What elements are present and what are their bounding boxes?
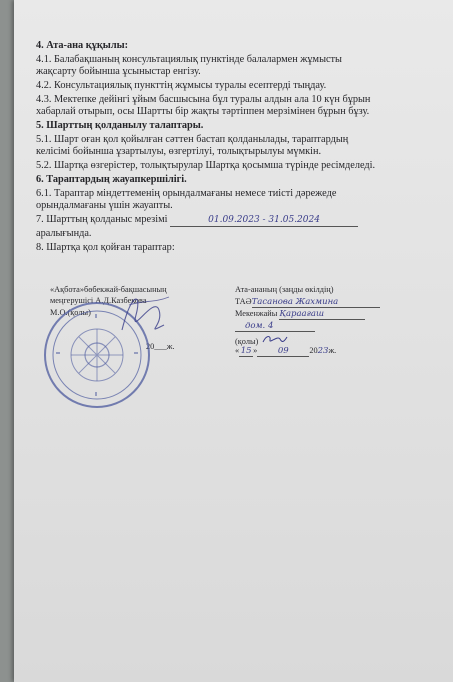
- document-page: [14, 0, 453, 682]
- manager-signature: [114, 285, 174, 340]
- section-4-3-line1: 4.3. Мектепке дейінгі ұйым басшысына бұл туралы алдын ала 10 күн бұрын: [36, 94, 371, 105]
- date-month-field: [257, 346, 309, 357]
- term-suffix: аралығында.: [36, 228, 92, 239]
- section-7-term: [36, 214, 358, 227]
- address-handwriting: Қараағаш: [279, 309, 325, 319]
- date-year-handwriting: 23: [317, 346, 329, 356]
- date-open-quote: «: [235, 346, 240, 355]
- seal-signature-label: М.О.(қолы): [50, 308, 91, 317]
- right-date-row: [235, 346, 336, 357]
- section-6-title: 6. Тараптардың жауапкершілігі.: [36, 174, 187, 185]
- address-handwriting-2: дом. 4: [245, 321, 274, 331]
- parent-signature-label: (қолы): [235, 337, 259, 346]
- date-month-handwriting: 09: [277, 346, 289, 356]
- section-4-3-line2: хабарлай отырып, осы Шартты бір жақты тәртіппен мерзімінен бұрын бұзу.: [36, 106, 370, 117]
- date-day-handwriting: 15: [240, 346, 252, 356]
- parent-name-row: [235, 297, 380, 308]
- parent-name-field: [252, 297, 380, 308]
- section-8-parties: 8. Шартқа қол қойған тараптар:: [36, 242, 175, 253]
- term-period-field: [170, 214, 358, 227]
- section-4-1-line1: 4.1. Балабақшаның консультациялық пунктінде балалармен жұмысты: [36, 54, 342, 65]
- section-5-1-line2: келісімі бойынша ұзартылуы, өзгертілуі, толықтырылуы мүмкін.: [36, 146, 322, 157]
- section-6-1-line1: 6.1. Тараптар міндеттеменің орындалмағаны немесе тиісті дәрежеде: [36, 188, 337, 199]
- address-field-2: [235, 321, 315, 332]
- date-year-prefix: 20: [309, 346, 318, 355]
- date-year-suffix: ж.: [328, 346, 337, 355]
- address-row-2: [235, 321, 315, 332]
- parent-name-label: ТАӘ: [235, 297, 252, 306]
- section-5-title: 5. Шарттың қолданылу талаптары.: [36, 120, 204, 131]
- section-4-1-line2: жақсарту бойынша ұсыныстар енгізу.: [36, 66, 201, 77]
- parent-label: Ата-ананың (заңды өкілдің): [235, 285, 334, 294]
- section-5-1-line1: 5.1. Шарт оған қол қойылған сәттен бастап қолданылады, тараптардың: [36, 134, 349, 145]
- term-label: 7. Шарттың қолданыс мрезімі: [36, 214, 168, 225]
- address-row: [235, 309, 365, 320]
- address-field: [279, 309, 365, 320]
- section-5-2: 5.2. Шартқа өзгерістер, толықтырулар Шартқа қосымша түрінде ресімделеді.: [36, 160, 376, 171]
- parent-signature-scribble: [262, 334, 288, 344]
- term-period-handwriting: 01.09.2023 - 31.05.2024: [208, 215, 320, 225]
- manager-name: меңгерушісі А.Д.Казбекова: [50, 296, 147, 305]
- left-date-year: 20___ж.: [146, 342, 175, 351]
- date-close-quote: »: [253, 346, 258, 355]
- parent-name-handwriting: Тасанова Жахмина: [251, 297, 339, 307]
- section-4-2: 4.2. Консультациялық пункттің жұмысы туралы есептерді тыңдау.: [36, 80, 327, 91]
- address-label: Мекенжайы: [235, 309, 278, 318]
- section-6-1-line2: орындалмағаны үшін жауапты.: [36, 200, 173, 211]
- org-name: «Ақбота»бөбекжай-бақшасының: [50, 285, 167, 294]
- date-day-field: [239, 346, 253, 357]
- section-4-title: 4. Ата-ана құқылы:: [36, 40, 129, 51]
